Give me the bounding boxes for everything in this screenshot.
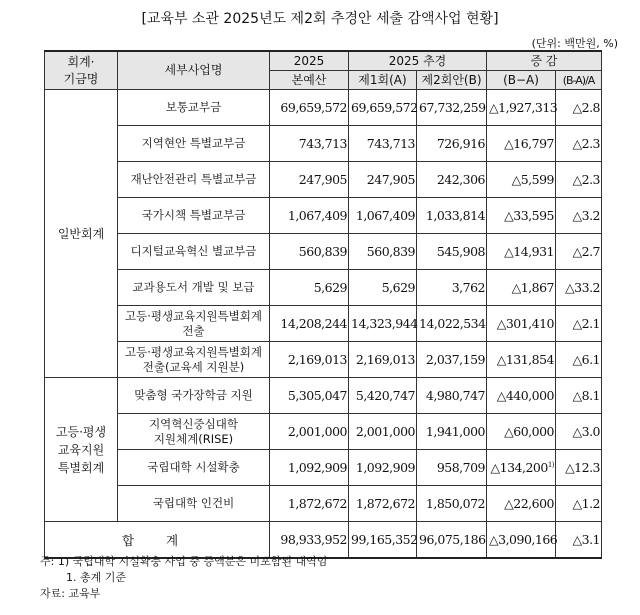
supp1-value: 743,713	[349, 126, 417, 162]
project-name: 고등·평생교육지원특별회계 전출(교육세 지원분)	[118, 342, 270, 378]
rate-value: △2.3	[556, 126, 602, 162]
budget-value: 1,092,909	[270, 450, 349, 486]
header-supplementary: 2025 추경	[349, 51, 487, 71]
project-name: 교과용도서 개발 및 보급	[118, 270, 270, 306]
project-name: 보통교부금	[118, 90, 270, 126]
total-supp1: 99,165,352	[349, 522, 417, 559]
diff-value: △440,000	[487, 378, 556, 414]
supp1-value: 2,001,000	[349, 414, 417, 450]
header-budget: 본예산	[270, 71, 349, 90]
supp2-value: 1,033,814	[417, 198, 487, 234]
supp1-value: 1,067,409	[349, 198, 417, 234]
diff-value: △16,797	[487, 126, 556, 162]
budget-value: 247,905	[270, 162, 349, 198]
rate-value: △2.8	[556, 90, 602, 126]
project-name: 국립대학 인건비	[118, 486, 270, 522]
header-supp2: 제2회안(B)	[417, 71, 487, 90]
table-row	[45, 198, 602, 234]
supp1-value: 1,872,672	[349, 486, 417, 522]
footnotes	[40, 554, 327, 602]
table-row	[45, 270, 602, 306]
diff-value: △134,200$^{1)}$	[487, 450, 556, 486]
supp1-value: 1,092,909	[349, 450, 417, 486]
diff-value: △301,410	[487, 306, 556, 342]
diff-value: △1,867	[487, 270, 556, 306]
budget-value: 1,872,672	[270, 486, 349, 522]
table-title: [교육부 소관 2025년도 제2회 추경안 세출 감액사업 현황]	[141, 11, 499, 27]
table-row	[45, 450, 602, 486]
table-row	[45, 90, 602, 126]
diff-value: △131,854	[487, 342, 556, 378]
table-row	[45, 162, 602, 198]
supp2-value: 67,732,259	[417, 90, 487, 126]
supp2-value: 242,306	[417, 162, 487, 198]
budget-value: 560,839	[270, 234, 349, 270]
budget-value: 14,208,244	[270, 306, 349, 342]
rate-value: △2.3	[556, 162, 602, 198]
rate-value: △33.2	[556, 270, 602, 306]
header-account: 회계· 기금명	[45, 51, 118, 90]
budget-cut-table	[44, 50, 602, 559]
supp1-value: 247,905	[349, 162, 417, 198]
budget-value: 743,713	[270, 126, 349, 162]
budget-value: 1,067,409	[270, 198, 349, 234]
total-label: 합 계	[45, 522, 270, 559]
rate-value: △3.0	[556, 414, 602, 450]
rate-value: △6.1	[556, 342, 602, 378]
table-row	[45, 414, 602, 450]
rate-value: △2.1	[556, 306, 602, 342]
diff-value: △33,595	[487, 198, 556, 234]
total-diff: △3,090,166	[487, 522, 556, 559]
total-budget: 98,933,952	[270, 522, 349, 559]
supp2-value: 1,850,072	[417, 486, 487, 522]
diff-value: △5,599	[487, 162, 556, 198]
source-note: 자료: 교육부	[40, 587, 101, 600]
rate-value: △8.1	[556, 378, 602, 414]
project-name: 지역혁신중심대학 지원체계(RISE)	[118, 414, 270, 450]
budget-value: 5,305,047	[270, 378, 349, 414]
header-rate: (B-A)/A	[556, 71, 602, 90]
supp2-value: 545,908	[417, 234, 487, 270]
footnote-basis: 1. 총계 기준	[66, 571, 126, 584]
budget-value: 2,169,013	[270, 342, 349, 378]
diff-value: △1,927,313	[487, 90, 556, 126]
project-name: 맞춤형 국가장학금 지원	[118, 378, 270, 414]
supp2-value: 958,709	[417, 450, 487, 486]
footnote-1: 주: 1) 국립대학 시설확충 사업 중 증액분은 미포함된 내역임	[40, 555, 328, 568]
footnote-marker: 1)	[547, 460, 555, 469]
total-supp2: 96,075,186	[417, 522, 487, 559]
project-name: 고등·평생교육지원특별회계 전출	[118, 306, 270, 342]
diff-value: △22,600	[487, 486, 556, 522]
table-row	[45, 234, 602, 270]
supp2-value: 726,916	[417, 126, 487, 162]
unit-label: (단위: 백만원, %)	[531, 37, 618, 50]
diff-value: △14,931	[487, 234, 556, 270]
header-budget-year: 2025	[270, 51, 349, 71]
project-name: 재난안전관리 특별교부금	[118, 162, 270, 198]
rate-value: △12.3	[556, 450, 602, 486]
project-name: 국립대학 시설확충	[118, 450, 270, 486]
group-higher-ed-special-account: 고등·평생 교육지원 특별회계	[45, 378, 118, 522]
rate-value: △2.7	[556, 234, 602, 270]
project-name: 디지털교육혁신 별교부금	[118, 234, 270, 270]
rate-value: △1.2	[556, 486, 602, 522]
group-general-account: 일반회계	[45, 90, 118, 378]
supp2-value: 4,980,747	[417, 378, 487, 414]
table-row	[45, 486, 602, 522]
supp1-value: 14,323,944	[349, 306, 417, 342]
supp2-value: 2,037,159	[417, 342, 487, 378]
table-row	[45, 342, 602, 378]
header-change: 증 감	[487, 51, 602, 71]
supp1-value: 5,420,747	[349, 378, 417, 414]
supp1-value: 69,659,572	[349, 90, 417, 126]
total-rate: △3.1	[556, 522, 602, 559]
budget-value: 69,659,572	[270, 90, 349, 126]
header-diff: (B−A)	[487, 71, 556, 90]
table-row	[45, 306, 602, 342]
supp2-value: 1,941,000	[417, 414, 487, 450]
supp2-value: 3,762	[417, 270, 487, 306]
header-supp1: 제1회(A)	[349, 71, 417, 90]
supp2-value: 14,022,534	[417, 306, 487, 342]
budget-value: 2,001,000	[270, 414, 349, 450]
table-row	[45, 126, 602, 162]
diff-value: △60,000	[487, 414, 556, 450]
header-project: 세부사업명	[118, 51, 270, 90]
project-name: 지역현안 특별교부금	[118, 126, 270, 162]
total-row	[45, 522, 602, 559]
table-row	[45, 378, 602, 414]
supp1-value: 560,839	[349, 234, 417, 270]
supp1-value: 5,629	[349, 270, 417, 306]
rate-value: △3.2	[556, 198, 602, 234]
budget-value: 5,629	[270, 270, 349, 306]
supp1-value: 2,169,013	[349, 342, 417, 378]
project-name: 국가시책 특별교부금	[118, 198, 270, 234]
